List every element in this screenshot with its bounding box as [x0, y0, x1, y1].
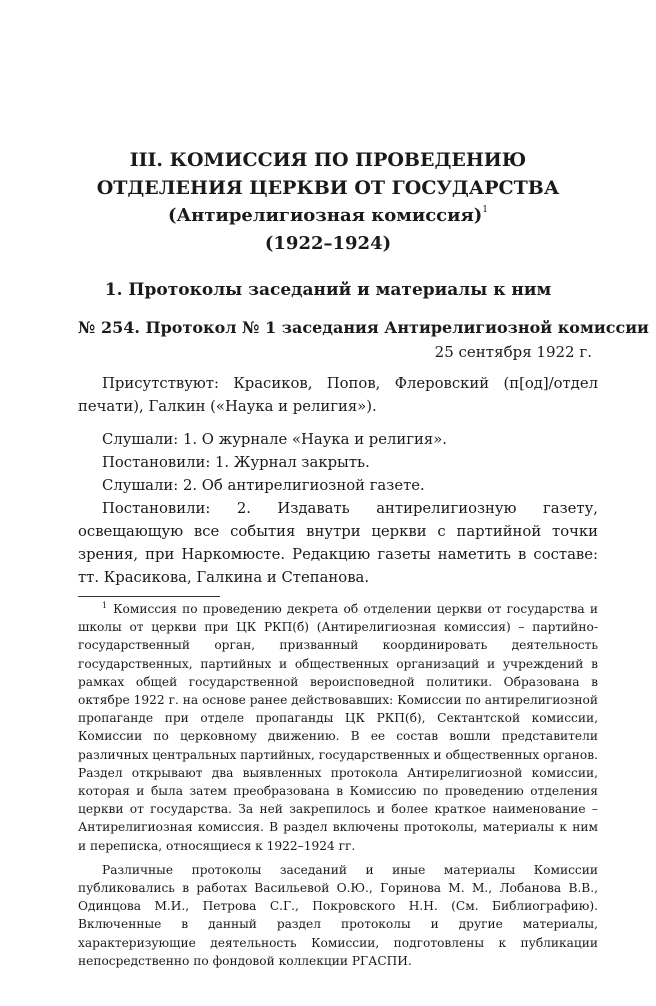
- footnote-paragraph: [78, 600, 598, 855]
- attendees-paragraph: [78, 372, 598, 418]
- footnotes: [78, 600, 598, 970]
- part-heading: [60, 146, 596, 258]
- footnote-mark: 1: [102, 601, 108, 610]
- part-heading-line2: ОТДЕЛЕНИЯ ЦЕРКВИ ОТ ГОСУДАРСТВА: [96, 177, 560, 199]
- protocol-line: Постановили: 2. Издавать антирелигиозную газету, освещающую все события внутри церкви с партийной точки зрения, при Наркомюсте. Редакцию газеты наметить в составе: тт. Красикова, Галкина и Степанова.: [78, 500, 598, 586]
- protocol-line: Слушали: 1. О журнале «Наука и религия».: [102, 431, 447, 448]
- attendees-text: Присутствуют: Красиков, Попов, Флеровский (п[од]/отдел печати), Галкин («Наука и религия»).: [78, 375, 598, 415]
- part-heading-line1: III. КОМИССИЯ ПО ПРОВЕДЕНИЮ: [129, 149, 527, 171]
- document-date: 25 сентября 1922 г.: [434, 343, 592, 361]
- protocol-line: Постановили: 1. Журнал закрыть.: [102, 454, 370, 471]
- footnote-paragraph: Различные протоколы заседаний и иные материалы Комиссии публиковались в работах Васильевой О.Ю., Горинова М. М., Лобанова В.В., Одинцова М.И., Петрова С.Г., Покровского Н.Н. (См. Библиографию). Включенные в данный раздел протоколы и другие материалы, характеризующие деятельность Комиссии, подготовлены к публикации непосредственно по фондовой коллекции РГАСПИ.: [78, 862, 598, 968]
- footnote-reference[interactable]: 1: [482, 205, 489, 215]
- document-title: № 254. Протокол № 1 заседания Антирелигиозной комиссии: [78, 318, 649, 337]
- protocol-body: [78, 428, 598, 589]
- protocol-line: Слушали: 2. Об антирелигиозной газете.: [102, 477, 425, 494]
- footnote-divider: [78, 596, 220, 597]
- part-heading-subtitle: (Антирелигиозная комиссия): [167, 205, 483, 226]
- footnote-text: Комиссия по проведению декрета об отделении церкви от государства и школы от церкви при ЦК РКП(б) (Антирелигиозная комиссия) – партийно-государственный орган, призванный координировать деятельность государственных, партийных и общественных организаций и учреждений в рамках общей государственной вероисповедной политики. Образована в октябре 1922 г. на основе ранее действовавших: Комиссии по антирелигиозной пропаганде при отделе пропаганды ЦК РКП(б), Сектантской комиссии, Комиссии по церковному движению. В ее состав вошли представители различных центральных партийных, государственных и общественных органов. Раздел открывают два выявленных протокола Антирелигиозной комиссии, которая и была затем преобразована в Комиссию по проведению отделения церкви от государства. За ней закрепилось и более краткое наименование – Антирелигиозная комиссия. В раздел включены протоколы, материалы к ним и переписка, относящиеся к 1922–1924 гг.: [78, 602, 598, 853]
- section-title: 1. Протоколы заседаний и материалы к ним: [104, 280, 552, 300]
- part-heading-years: (1922–1924): [264, 233, 392, 254]
- part-heading-line3: [60, 202, 596, 230]
